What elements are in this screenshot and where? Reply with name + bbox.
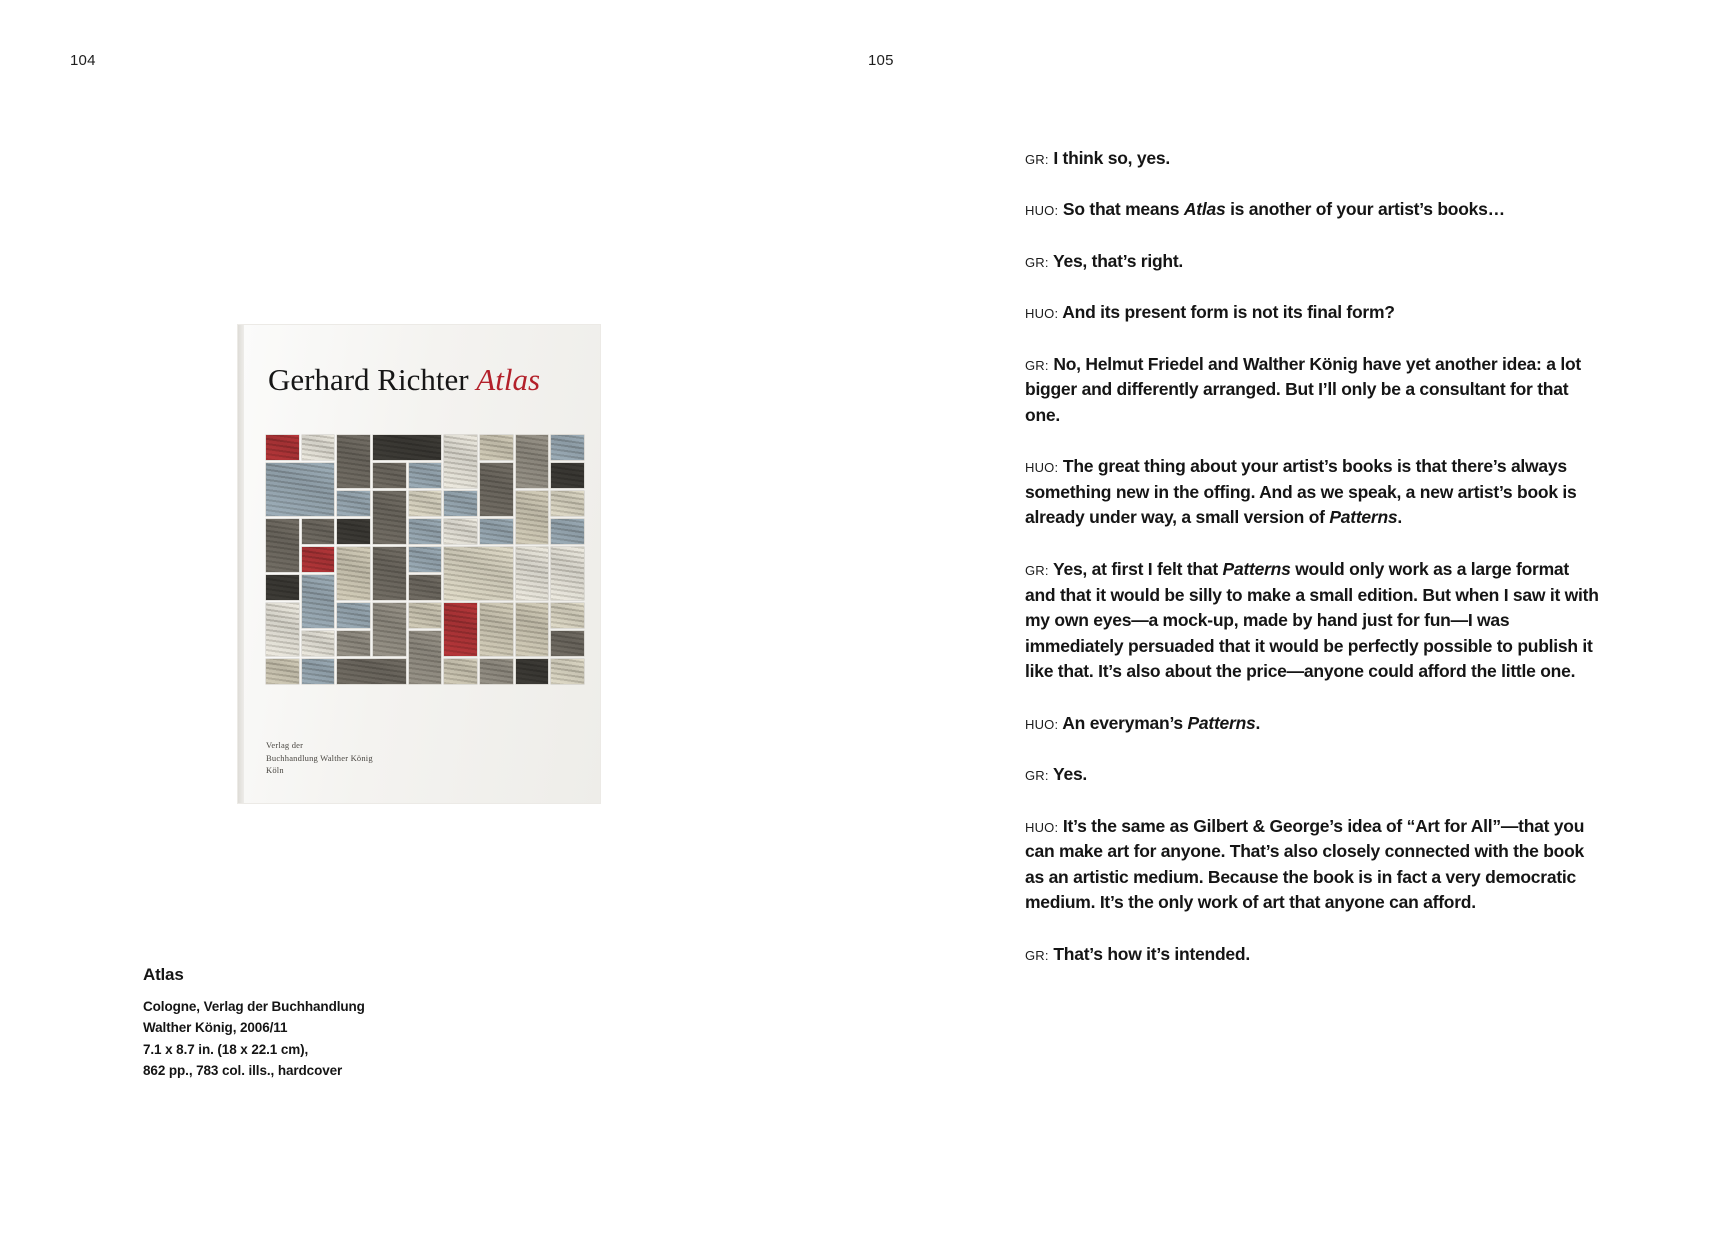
collage-photo-tile (480, 659, 513, 684)
collage-photo-tile (409, 463, 442, 488)
collage-photo-tile (302, 659, 335, 684)
cover-photo-collage (266, 435, 584, 678)
collage-photo-tile (444, 603, 477, 656)
collage-photo-tile (480, 603, 513, 656)
interview-entry-text: Yes, that’s right. (1048, 250, 1184, 271)
page-number-right: 105 (868, 52, 894, 69)
collage-photo-tile (373, 463, 406, 488)
collage-photo-tile (266, 603, 299, 656)
interview-entry (1025, 942, 1602, 968)
collage-photo-tile (516, 603, 549, 656)
collage-photo-tile (266, 659, 299, 684)
collage-photo-tile (337, 519, 370, 544)
interview-entry (1025, 300, 1602, 326)
collage-photo-tile (409, 631, 442, 684)
plate-caption (143, 965, 523, 1081)
speaker-label: HUO: (1025, 306, 1059, 322)
interview-entry (1025, 454, 1602, 531)
collage-photo-tile (444, 659, 477, 684)
caption-line: Walther König, 2006/11 (143, 1020, 288, 1036)
interview-entry (1025, 557, 1602, 685)
interview-entry-text: Yes. (1048, 764, 1088, 785)
cover-author-name: Gerhard Richter (268, 362, 469, 397)
speaker-label: HUO: (1025, 203, 1059, 219)
collage-photo-tile (337, 631, 370, 656)
interview-text-column (1025, 128, 1602, 968)
imprint-line-1: Verlag der (266, 739, 304, 750)
interview-entry-text: And its present form is not its final form? (1058, 302, 1395, 323)
collage-photo-tile (480, 519, 513, 544)
collage-photo-tile (516, 659, 549, 684)
interview-entry-text: So that means Atlas is another of your artist’s books… (1058, 199, 1505, 220)
collage-photo-tile (337, 603, 370, 628)
page-number-left: 104 (70, 52, 96, 69)
caption-details (143, 996, 523, 1081)
cover-title (268, 363, 586, 397)
collage-photo-tile (302, 575, 335, 628)
speaker-label: GR: (1025, 768, 1049, 784)
collage-photo-tile (551, 519, 584, 544)
collage-photo-tile (480, 435, 513, 460)
collage-photo-tile (409, 603, 442, 628)
speaker-label: GR: (1025, 254, 1049, 270)
caption-title: Atlas (143, 965, 184, 984)
interview-entry (1025, 352, 1602, 429)
collage-photo-tile (551, 435, 584, 460)
interview-entry-text: The great thing about your artist’s books is that there’s always something new in the offing. And as we speak, a new artist’s book is already under way, a small version of Patterns. (1025, 456, 1577, 528)
caption-line: 862 pp., 783 col. ills., hardcover (143, 1062, 343, 1078)
collage-photo-tile (302, 631, 335, 656)
collage-photo-tile (444, 547, 512, 600)
collage-photo-tile (444, 435, 477, 488)
speaker-label: HUO: (1025, 460, 1059, 476)
collage-photo-tile (551, 659, 584, 684)
interview-entry-text: That’s how it’s intended. (1048, 943, 1250, 964)
collage-photo-tile (551, 547, 584, 600)
book-front-cover (244, 325, 600, 803)
book-cover-plate (238, 325, 600, 803)
collage-photo-tile (551, 491, 584, 516)
collage-photo-tile (373, 491, 406, 544)
interview-entry-text: Yes, at first I felt that Patterns would only work as a large format and that it would be silly to make a small edition. But when I saw it with my own eyes—a mock-up, made by hand just for fun—I was immediately persuaded that it would be perfectly possible to publish it like that. It’s also about the price—anyone could afford the little one. (1025, 558, 1599, 682)
interview-entry (1025, 249, 1602, 275)
interview-entry (1025, 197, 1602, 223)
collage-photo-tile (409, 491, 442, 516)
caption-line: Cologne, Verlag der Buchhandlung (143, 999, 365, 1014)
collage-photo-tile (302, 547, 335, 572)
collage-photo-tile (409, 519, 442, 544)
collage-photo-tile (409, 575, 442, 600)
caption-line: 7.1 x 8.7 in. (18 x 22.1 cm), (143, 1041, 309, 1057)
collage-photo-tile (373, 435, 441, 460)
collage-photo-tile (373, 603, 406, 656)
collage-photo-tile (444, 491, 477, 516)
imprint-line-2: Buchhandlung Walther König (266, 752, 373, 763)
cover-imprint (266, 739, 373, 777)
interview-entry (1025, 762, 1602, 788)
collage-photo-tile (302, 435, 335, 460)
speaker-label: GR: (1025, 357, 1049, 373)
interview-entry (1025, 711, 1602, 737)
collage-photo-tile (266, 463, 334, 516)
speaker-label: GR: (1025, 947, 1049, 963)
collage-photo-tile (409, 547, 442, 572)
collage-photo-tile (337, 547, 370, 600)
speaker-label: GR: (1025, 562, 1049, 578)
interview-entry-text: It’s the same as Gilbert & George’s idea of “Art for All”—that you can make art for anyone. That’s also closely connected with the book as an artistic medium. Because the book is in fact a very democratic medium. It’s the only work of art that anyone can afford. (1025, 815, 1585, 913)
collage-photo-tile (480, 463, 513, 516)
collage-photo-tile (266, 519, 299, 572)
collage-photo-tile (551, 463, 584, 488)
interview-entry-text: I think so, yes. (1048, 147, 1170, 168)
collage-photo-tile (516, 435, 549, 488)
collage-photo-tile (266, 575, 299, 600)
interview-entry-text: No, Helmut Friedel and Walther König have yet another idea: a lot bigger and differently arranged. But I’ll only be a consultant for that one. (1025, 353, 1581, 425)
collage-photo-tile (337, 435, 370, 488)
interview-entry (1025, 814, 1602, 916)
collage-photo-tile (444, 519, 477, 544)
interview-entry-text: An everyman’s Patterns. (1058, 712, 1261, 733)
collage-photo-tile (337, 491, 370, 516)
collage-photo-tile (516, 547, 549, 600)
collage-photo-tile (516, 491, 549, 544)
cover-work-title: Atlas (476, 362, 541, 397)
speaker-label: GR: (1025, 151, 1049, 167)
interview-entry (1025, 146, 1602, 172)
speaker-label: HUO: (1025, 716, 1059, 732)
collage-photo-tile (551, 603, 584, 628)
collage-photo-tile (337, 659, 405, 684)
collage-photo-tile (551, 631, 584, 656)
collage-photo-tile (266, 435, 299, 460)
collage-photo-tile (302, 519, 335, 544)
imprint-line-3: Köln (266, 765, 284, 776)
collage-photo-tile (373, 547, 406, 600)
speaker-label: HUO: (1025, 819, 1059, 835)
